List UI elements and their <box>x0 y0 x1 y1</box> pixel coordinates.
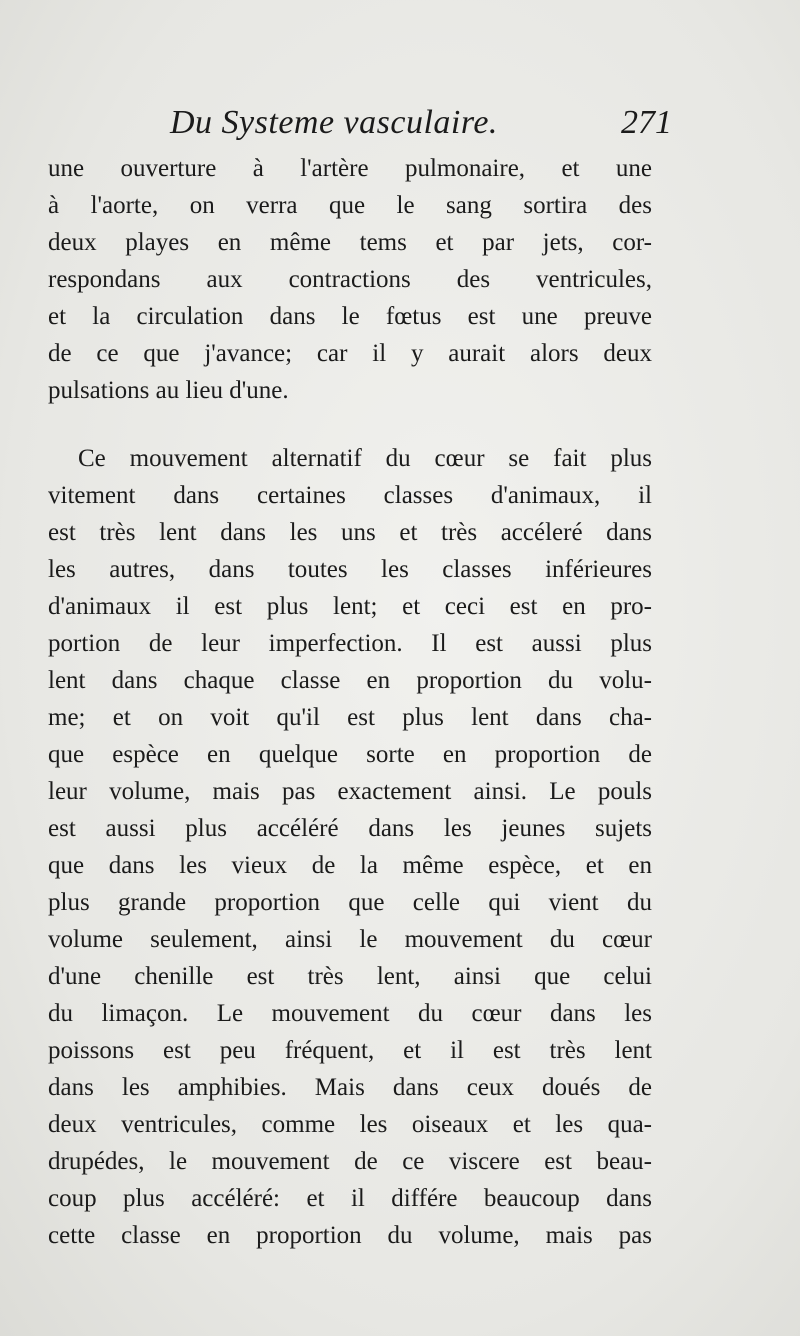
text-line: volume seulement, ainsi le mouvement du cœur <box>48 926 652 953</box>
text-line: plus grande proportion que celle qui vient du <box>48 889 652 916</box>
text-line: et la circulation dans le fœtus est une preuve <box>48 303 652 330</box>
text-line: à l'aorte, on verra que le sang sortira des <box>48 192 652 219</box>
text-line: me; et on voit qu'il est plus lent dans cha- <box>48 704 652 731</box>
text-line: respondans aux contractions des ventricules, <box>48 266 652 293</box>
text-line: cette classe en proportion du volume, mais pas <box>48 1222 652 1249</box>
text-line: portion de leur imperfection. Il est aussi plus <box>48 630 652 657</box>
page-number: 271 <box>621 104 672 141</box>
text-line: deux playes en même tems et par jets, cor- <box>48 229 652 256</box>
page-header <box>48 104 672 150</box>
text-line: Ce mouvement alternatif du cœur se fait plus <box>78 445 652 472</box>
text-line: dans les amphibies. Mais dans ceux doués de <box>48 1074 652 1101</box>
text-line: de ce que j'avance; car il y aurait alors deux <box>48 340 652 367</box>
text-line: d'une chenille est très lent, ainsi que celui <box>48 963 652 990</box>
paragraph-2 <box>48 440 652 1254</box>
text-line: est très lent dans les uns et très accéleré dans <box>48 519 652 546</box>
text-line: deux ventricules, comme les oiseaux et les qua- <box>48 1111 652 1138</box>
text-line: lent dans chaque classe en proportion du volu- <box>48 667 652 694</box>
paragraph-1 <box>48 150 652 409</box>
text-line: les autres, dans toutes les classes inférieures <box>48 556 652 583</box>
text-line: du limaçon. Le mouvement du cœur dans les <box>48 1000 652 1027</box>
text-line: que espèce en quelque sorte en proportion de <box>48 741 652 768</box>
text-line: drupédes, le mouvement de ce viscere est beau- <box>48 1148 652 1175</box>
text-line: d'animaux il est plus lent; et ceci est en pro- <box>48 593 652 620</box>
text-line: que dans les vieux de la même espèce, et en <box>48 852 652 879</box>
text-line: une ouverture à l'artère pulmonaire, et une <box>48 155 652 182</box>
running-title: Du Systeme vasculaire. <box>170 104 498 141</box>
text-line: pulsations au lieu d'une. <box>48 377 289 404</box>
text-line: est aussi plus accéléré dans les jeunes sujets <box>48 815 652 842</box>
text-line: leur volume, mais pas exactement ainsi. Le pouls <box>48 778 652 805</box>
text-line: poissons est peu fréquent, et il est très lent <box>48 1037 652 1064</box>
text-line: coup plus accéléré: et il différe beaucoup dans <box>48 1185 652 1212</box>
text-line: vitement dans certaines classes d'animaux, il <box>48 482 652 509</box>
